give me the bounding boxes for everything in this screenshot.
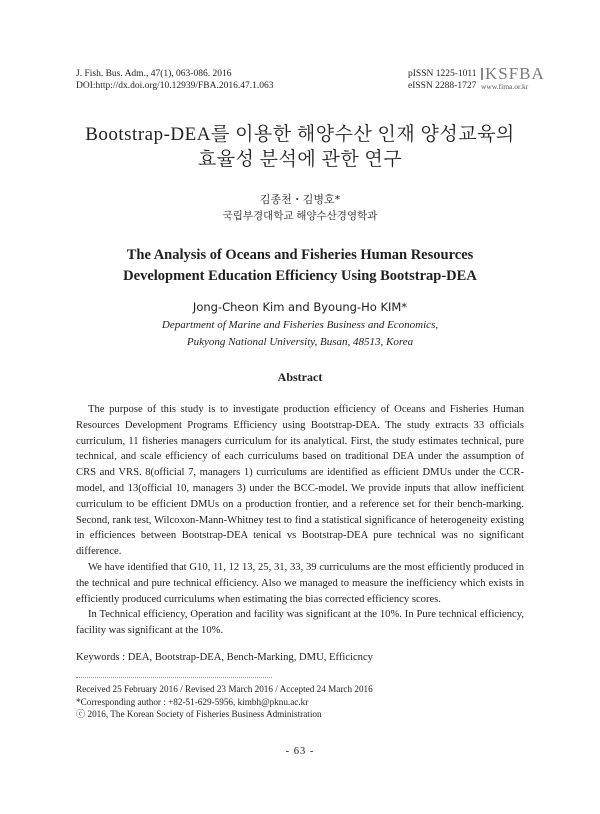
keywords: Keywords : DEA, Bootstrap-DEA, Bench-Marking, DMU, Efficicncy [76, 652, 373, 663]
doi: DOI:http://dx.doi.org/10.12939/FBA.2016.47.1.063 [76, 81, 274, 91]
eissn: eISSN 2288-1727 [408, 81, 477, 91]
page-number: - 63 - [285, 746, 315, 757]
abstract-paragraph: We have identified that G10, 11, 12 13, 25, 31, 33, 39 curriculums are the most efficiently produced in the technical and pure technical efficiency. Also we managed to measure the inefficiency which exists in efficiently produced curriculums when estimating the bias corrected efficiency scores. [76, 561, 524, 605]
received-dates: Received 25 February 2016 / Revised 23 March 2016 / Accepted 24 March 2016 [76, 684, 373, 694]
citation: J. Fish. Bus. Adm., 47(1), 063-086. 2016 [76, 69, 232, 79]
korean-affiliation: 국립부경대학교 해양수산경영학과 [222, 211, 378, 222]
english-title [40, 245, 560, 287]
affiliation-line1: Department of Marine and Fisheries Business and Economics, [161, 319, 439, 331]
journal-header [76, 68, 274, 92]
pissn: pISSN 1225-1011 [408, 69, 477, 79]
abstract-paragraph: In Technical efficiency, Operation and facility was significant at the 10%. In Pure technical efficiency, facility was significant at the 10%. [76, 609, 524, 637]
copyright-notice: ⓒ 2016, The Korean Society of Fisheries Business Administration [76, 709, 322, 719]
corresponding-author: *Corresponding author : +82-51-629-5956, kimbh@pknu.ac.kr [76, 696, 309, 707]
footnotes [76, 683, 373, 721]
affiliation-line2: Pukyong National University, Busan, 48513, Korea [186, 336, 414, 348]
abstract-body [76, 402, 524, 639]
logo-bar-icon [481, 68, 483, 80]
footnote-divider [76, 677, 272, 678]
korean-authors: 김종천・김병호* [259, 193, 341, 206]
korean-title-line2: 효율성 분석에 관한 연구 [197, 149, 403, 170]
korean-title [40, 122, 560, 172]
journal-logo [481, 64, 545, 91]
journal-url: www.fima.or.kr [481, 82, 529, 91]
english-authors: Jong-Cheon Kim and Byoung-Ho KIM* [192, 300, 408, 314]
english-title-line2: Development Education Efficiency Using Bootstrap-DEA [123, 268, 477, 284]
english-title-line1: The Analysis of Oceans and Fisheries Human Resources [126, 247, 474, 263]
logo-text: KSFBA [485, 64, 545, 83]
abstract-heading: Abstract [277, 370, 323, 384]
korean-title-line1: Bootstrap-DEA를 이용한 해양수산 인재 양성교육의 [85, 124, 515, 145]
issn-block [408, 68, 477, 92]
abstract-paragraph: The purpose of this study is to investigate production efficiency of Oceans and Fisheries Human Resources Development Programs Efficiency using Bootstrap-DEA. The study extracts 33 officials curriculum, 11 fisheries managers curriculum for its analytical. First, the study estimates technical, pure technical, and scale efficiency of each curriculums based on traditional DEA under the assumption of CRS and VRS. 8(official 7, managers 1) curriculums are identified as efficient DMUs under the CCR-model, and 13(official 10, managers 3) under the BCC-model. We provide inputs that allow inefficient curriculum to be efficient DMUs on a production frontier, and a reference set for their bench-marking. Second, rank test, Wilcoxon-Mann-Whitney test to find a statistical significance of heterogeneity existing in efficiences between Bootstrap-DEA tenical vs Bootstrap-DEA pure technical was no significant difference. [76, 404, 524, 558]
english-affiliation [0, 317, 600, 351]
